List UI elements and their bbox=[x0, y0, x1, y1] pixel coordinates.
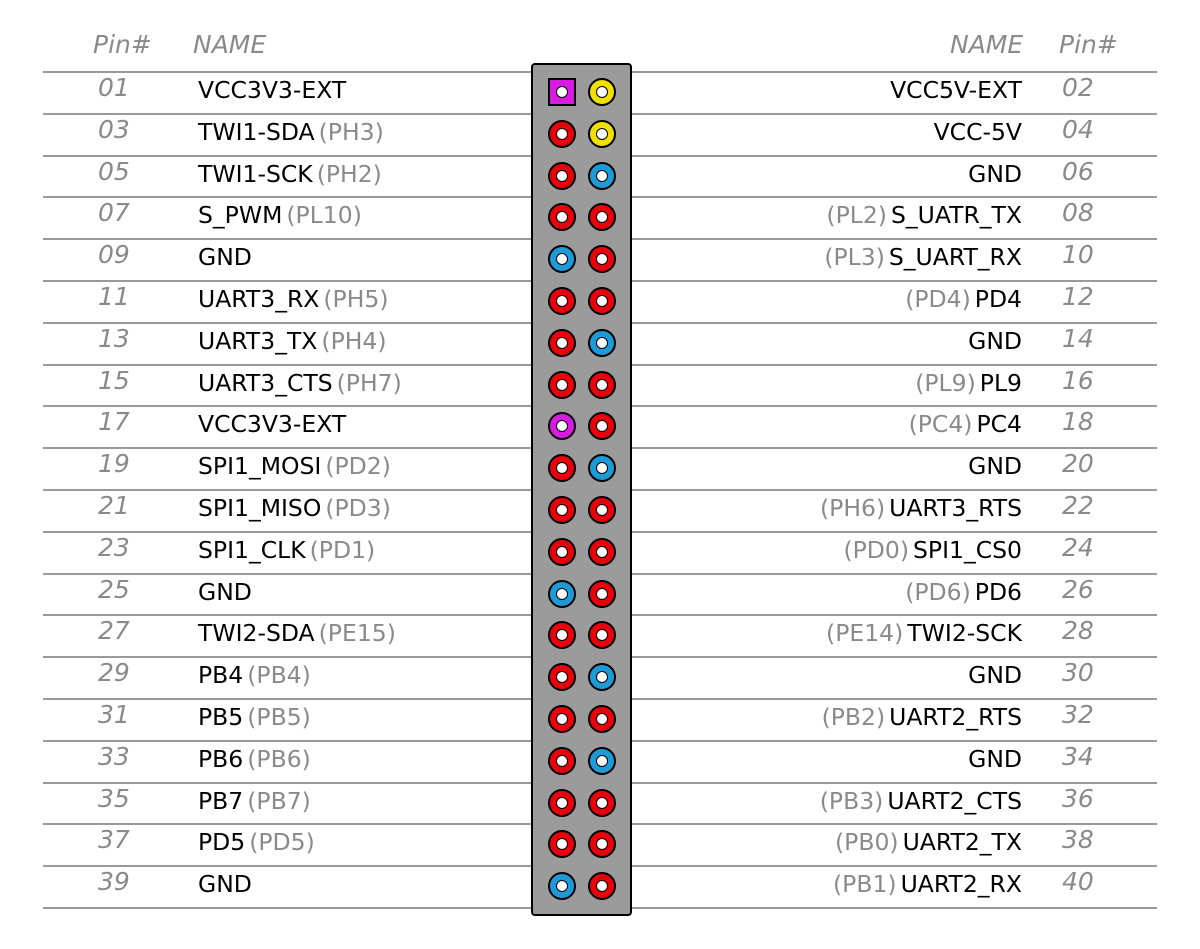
pin-hole bbox=[556, 253, 568, 265]
right-pin-number: 40 bbox=[1062, 867, 1094, 897]
right-gpio-label: (PH6) bbox=[820, 493, 886, 522]
left-gpio-label: (PB5) bbox=[247, 702, 311, 731]
right-pin-label bbox=[886, 76, 1022, 104]
right-gpio-label: (PE14) bbox=[826, 619, 904, 648]
right-pin-name: PL9 bbox=[979, 368, 1022, 397]
left-pin-name: PB4 bbox=[198, 661, 244, 690]
right-pin-name: VCC5V-EXT bbox=[890, 75, 1022, 104]
pin-header-block bbox=[531, 63, 632, 916]
right-pin-name: PC4 bbox=[976, 410, 1022, 439]
left-pin-number: 27 bbox=[98, 616, 130, 646]
left-gpio-label: (PD5) bbox=[249, 828, 315, 857]
pin-hole bbox=[556, 880, 568, 892]
pin-hole bbox=[556, 797, 568, 809]
left-pin-label bbox=[198, 787, 311, 815]
pin-hole bbox=[596, 462, 608, 474]
right-pin-number: 24 bbox=[1062, 532, 1094, 562]
left-pin-number: 15 bbox=[98, 365, 130, 395]
pin-hole bbox=[556, 379, 568, 391]
pin-hole bbox=[556, 420, 568, 432]
right-gpio-label: (PD0) bbox=[843, 535, 909, 564]
left-gpio-label: (PL10) bbox=[286, 201, 362, 230]
right-gpio-label: (PL9) bbox=[915, 368, 976, 397]
left-pin-label bbox=[198, 536, 375, 564]
even-pin-gpio bbox=[588, 580, 616, 608]
right-pin-number: 10 bbox=[1062, 240, 1094, 270]
pin-hole bbox=[596, 797, 608, 809]
right-pin-name: S_UART_RX bbox=[888, 243, 1022, 272]
pin-hole bbox=[556, 86, 568, 98]
left-pin-label bbox=[198, 410, 350, 438]
right-pin-number: 22 bbox=[1062, 490, 1094, 520]
pin-hole bbox=[556, 713, 568, 725]
even-pin-gpio bbox=[588, 538, 616, 566]
pin-hole bbox=[596, 128, 608, 140]
left-pin-name: SPI1_MOSI bbox=[198, 452, 322, 481]
right-pin-label bbox=[964, 327, 1022, 355]
left-pin-name: PB7 bbox=[198, 786, 244, 815]
left-pin-label bbox=[198, 452, 391, 480]
even-pin-gpio bbox=[588, 371, 616, 399]
even-pin-gpio bbox=[588, 830, 616, 858]
right-pin-label bbox=[905, 578, 1022, 606]
left-pin-number: 37 bbox=[98, 825, 130, 855]
pin-hole bbox=[556, 629, 568, 641]
right-pin-label bbox=[833, 870, 1022, 898]
even-pin-gpio bbox=[588, 621, 616, 649]
right-pin-number: 14 bbox=[1062, 323, 1094, 353]
pin-hole bbox=[556, 504, 568, 516]
right-pin-label bbox=[909, 410, 1022, 438]
left-pin-number: 13 bbox=[98, 323, 130, 353]
right-pin-number: 16 bbox=[1062, 365, 1094, 395]
pin-hole bbox=[596, 504, 608, 516]
pin-hole bbox=[596, 713, 608, 725]
left-pin-label bbox=[198, 745, 311, 773]
even-pin-gpio bbox=[588, 287, 616, 315]
left-pin-number: 39 bbox=[98, 867, 130, 897]
odd-pin-gpio bbox=[548, 830, 576, 858]
left-pin-label bbox=[198, 243, 256, 271]
right-pin-name: UART2_CTS bbox=[887, 786, 1022, 815]
left-gpio-label: (PB4) bbox=[247, 661, 311, 690]
left-row-divider bbox=[43, 614, 533, 616]
odd-pin-gpio bbox=[548, 705, 576, 733]
left-pin-name: UART3_RX bbox=[198, 284, 320, 313]
left-pin-number: 33 bbox=[98, 741, 130, 771]
left-gpio-label: (PH5) bbox=[323, 284, 389, 313]
right-pin-name: GND bbox=[968, 326, 1022, 355]
right-gpio-label: (PL3) bbox=[824, 243, 885, 272]
right-pin-number: 30 bbox=[1062, 658, 1094, 688]
right-pin-label bbox=[820, 787, 1022, 815]
right-pin-name: UART2_RX bbox=[900, 870, 1022, 899]
even-pin-gpio bbox=[588, 412, 616, 440]
pin-hole bbox=[556, 838, 568, 850]
right-pin-name: GND bbox=[968, 661, 1022, 690]
right-pin-label bbox=[826, 619, 1022, 647]
left-pin-name: GND bbox=[198, 870, 252, 899]
left-gpio-label: (PH3) bbox=[318, 117, 384, 146]
left-pin-name: GND bbox=[198, 243, 252, 272]
left-pin-name: GND bbox=[198, 577, 252, 606]
left-pin-number: 25 bbox=[98, 574, 130, 604]
even-pin-gpio bbox=[588, 245, 616, 273]
left-pin-number: 35 bbox=[98, 783, 130, 813]
odd-pin-gpio bbox=[548, 621, 576, 649]
right-pin-number: 32 bbox=[1062, 699, 1094, 729]
pin-hole bbox=[556, 295, 568, 307]
right-pin-number: 12 bbox=[1062, 281, 1094, 311]
right-gpio-label: (PB3) bbox=[819, 786, 884, 815]
right-pin-name: GND bbox=[968, 452, 1022, 481]
left-row-divider bbox=[43, 907, 533, 909]
left-pin-label bbox=[198, 76, 350, 104]
right-pin-number: 06 bbox=[1062, 156, 1094, 186]
odd-pin-gpio bbox=[548, 371, 576, 399]
right-pin-label bbox=[964, 745, 1022, 773]
left-pin-name: PB6 bbox=[198, 744, 244, 773]
right-pin-label bbox=[964, 661, 1022, 689]
left-gpio-label: (PH7) bbox=[336, 368, 402, 397]
even-pin-gnd bbox=[588, 454, 616, 482]
pin-hole bbox=[596, 880, 608, 892]
right-gpio-label: (PL2) bbox=[826, 201, 887, 230]
left-row-divider bbox=[43, 405, 533, 407]
pin-hole bbox=[596, 420, 608, 432]
left-pin-name: TWI1-SDA bbox=[198, 117, 315, 146]
left-pin-number: 11 bbox=[98, 281, 130, 311]
right-gpio-label: (PB0) bbox=[835, 828, 899, 857]
even-pin-gpio bbox=[588, 496, 616, 524]
right-pin-number: 28 bbox=[1062, 616, 1094, 646]
left-pin-name: VCC3V3-EXT bbox=[198, 410, 347, 439]
right-pin-number: 20 bbox=[1062, 449, 1094, 479]
right-pin-name: PD6 bbox=[974, 577, 1022, 606]
pin-hole bbox=[556, 211, 568, 223]
pin-hole bbox=[596, 755, 608, 767]
odd-pin-gpio bbox=[548, 203, 576, 231]
left-gpio-label: (PD3) bbox=[325, 493, 391, 522]
odd-pin-gpio bbox=[548, 496, 576, 524]
odd-pin-gpio bbox=[548, 329, 576, 357]
left-pin-label bbox=[198, 828, 315, 856]
left-pin-name: PB5 bbox=[198, 702, 244, 731]
right-pin-name: S_UATR_TX bbox=[890, 201, 1022, 230]
odd-pin-gpio bbox=[548, 789, 576, 817]
even-pin-gnd bbox=[588, 747, 616, 775]
right-pin-number: 04 bbox=[1062, 114, 1094, 144]
even-pin-v5 bbox=[588, 120, 616, 148]
right-pin-name: UART3_RTS bbox=[889, 493, 1022, 522]
left-pin-name: SPI1_MISO bbox=[198, 493, 322, 522]
even-pin-gnd bbox=[588, 162, 616, 190]
right-pin-name: GND bbox=[968, 744, 1022, 773]
even-pin-v5 bbox=[588, 78, 616, 106]
left-pin-name: UART3_TX bbox=[198, 326, 318, 355]
right-gpio-label: (PC4) bbox=[908, 410, 973, 439]
left-pin-name: PD5 bbox=[198, 828, 246, 857]
pin-hole bbox=[556, 337, 568, 349]
odd-pin-gpio bbox=[548, 287, 576, 315]
pin-hole bbox=[596, 671, 608, 683]
right-row-divider bbox=[632, 823, 1157, 825]
right-pin-label bbox=[843, 536, 1022, 564]
pin-hole bbox=[556, 755, 568, 767]
pin-hole bbox=[596, 588, 608, 600]
pin-hole bbox=[596, 253, 608, 265]
right-pin-header: Pin# bbox=[1059, 30, 1118, 59]
odd-pin-gnd bbox=[548, 245, 576, 273]
odd-pin-gpio bbox=[548, 663, 576, 691]
right-gpio-label: (PD4) bbox=[905, 284, 971, 313]
right-row-divider bbox=[632, 907, 1157, 909]
right-row-divider bbox=[632, 405, 1157, 407]
pin-hole bbox=[596, 629, 608, 641]
right-pin-label bbox=[905, 285, 1022, 313]
odd-pin-gpio bbox=[548, 454, 576, 482]
even-pin-gpio bbox=[588, 203, 616, 231]
left-pin-name: SPI1_CLK bbox=[198, 535, 306, 564]
left-pin-label bbox=[198, 578, 256, 606]
odd-pin-gpio bbox=[548, 162, 576, 190]
pin-hole bbox=[556, 588, 568, 600]
even-pin-gnd bbox=[588, 663, 616, 691]
left-pin-label bbox=[198, 661, 311, 689]
odd-pin-gpio bbox=[548, 747, 576, 775]
left-pin-number: 21 bbox=[98, 490, 130, 520]
right-pin-number: 34 bbox=[1062, 741, 1094, 771]
pin-hole bbox=[596, 170, 608, 182]
right-pin-label bbox=[964, 452, 1022, 480]
right-pin-number: 18 bbox=[1062, 407, 1094, 437]
right-pin-label bbox=[930, 118, 1022, 146]
left-pin-label bbox=[198, 619, 396, 647]
left-pin-number: 31 bbox=[98, 699, 130, 729]
right-name-header: NAME bbox=[950, 30, 1024, 59]
even-pin-gpio bbox=[588, 705, 616, 733]
left-pin-label bbox=[198, 160, 382, 188]
left-row-divider bbox=[43, 823, 533, 825]
left-pin-label bbox=[198, 369, 402, 397]
pin-hole bbox=[556, 462, 568, 474]
even-pin-gnd bbox=[588, 329, 616, 357]
odd-pin-v3 bbox=[548, 412, 576, 440]
left-pin-name: TWI2-SDA bbox=[198, 619, 315, 648]
left-pin-number: 17 bbox=[98, 407, 130, 437]
right-pin-name: UART2_RTS bbox=[889, 702, 1022, 731]
left-pin-number: 01 bbox=[98, 72, 130, 102]
right-pin-name: PD4 bbox=[974, 284, 1022, 313]
odd-pin-v3 bbox=[548, 78, 576, 106]
right-pin-label bbox=[822, 703, 1022, 731]
pin-hole bbox=[596, 295, 608, 307]
left-pin-label bbox=[198, 870, 256, 898]
left-gpio-label: (PH2) bbox=[316, 159, 382, 188]
right-pin-label bbox=[820, 494, 1022, 522]
left-gpio-label: (PH4) bbox=[321, 326, 387, 355]
right-pin-name: UART2_TX bbox=[902, 828, 1022, 857]
right-pin-number: 26 bbox=[1062, 574, 1094, 604]
right-pin-number: 38 bbox=[1062, 825, 1094, 855]
left-pin-label bbox=[198, 703, 311, 731]
right-pin-name: TWI2-SCK bbox=[907, 619, 1022, 648]
odd-pin-gnd bbox=[548, 580, 576, 608]
pin-hole bbox=[556, 170, 568, 182]
left-gpio-label: (PD2) bbox=[325, 452, 391, 481]
left-pin-number: 29 bbox=[98, 658, 130, 688]
right-row-divider bbox=[632, 614, 1157, 616]
right-pin-number: 08 bbox=[1062, 198, 1094, 228]
right-gpio-label: (PB2) bbox=[821, 702, 886, 731]
left-pin-name: VCC3V3-EXT bbox=[198, 75, 347, 104]
left-pin-number: 05 bbox=[98, 156, 130, 186]
left-pin-name: UART3_CTS bbox=[198, 368, 333, 397]
odd-pin-gpio bbox=[548, 538, 576, 566]
left-pin-number: 19 bbox=[98, 449, 130, 479]
right-pin-number: 02 bbox=[1062, 72, 1094, 102]
right-pin-number: 36 bbox=[1062, 783, 1094, 813]
right-gpio-label: (PB1) bbox=[833, 870, 897, 899]
left-pin-name: TWI1-SCK bbox=[198, 159, 313, 188]
left-pin-label bbox=[198, 201, 362, 229]
pin-hole bbox=[596, 838, 608, 850]
left-gpio-label: (PD1) bbox=[309, 535, 376, 564]
left-pin-number: 23 bbox=[98, 532, 130, 562]
right-gpio-label: (PD6) bbox=[905, 577, 971, 606]
right-pin-label bbox=[824, 243, 1022, 271]
left-gpio-label: (PB6) bbox=[247, 744, 311, 773]
left-pin-label bbox=[198, 494, 391, 522]
pin-hole bbox=[556, 128, 568, 140]
right-pin-name: GND bbox=[968, 159, 1022, 188]
pin-hole bbox=[596, 211, 608, 223]
left-pin-label bbox=[198, 285, 389, 313]
pin-hole bbox=[556, 671, 568, 683]
left-pin-label bbox=[198, 327, 387, 355]
odd-pin-gpio bbox=[548, 120, 576, 148]
pin-hole bbox=[556, 546, 568, 558]
right-pin-name: SPI1_CS0 bbox=[913, 535, 1022, 564]
left-pin-number: 09 bbox=[98, 240, 130, 270]
left-pin-number: 03 bbox=[98, 114, 130, 144]
pin-hole bbox=[596, 379, 608, 391]
right-pin-label bbox=[826, 201, 1022, 229]
left-pin-header: Pin# bbox=[93, 30, 152, 59]
even-pin-gpio bbox=[588, 872, 616, 900]
left-name-header: NAME bbox=[193, 30, 267, 59]
odd-pin-gnd bbox=[548, 872, 576, 900]
pin-hole bbox=[596, 86, 608, 98]
right-pin-label bbox=[964, 160, 1022, 188]
left-gpio-label: (PB7) bbox=[247, 786, 311, 815]
left-pin-number: 07 bbox=[98, 198, 130, 228]
right-pin-name: VCC-5V bbox=[933, 117, 1022, 146]
even-pin-gpio bbox=[588, 789, 616, 817]
right-row-divider bbox=[632, 196, 1157, 198]
left-row-divider bbox=[43, 196, 533, 198]
right-pin-label bbox=[915, 369, 1022, 397]
left-pin-name: S_PWM bbox=[198, 201, 283, 230]
left-gpio-label: (PE15) bbox=[318, 619, 396, 648]
right-pin-label bbox=[835, 828, 1022, 856]
left-pin-label bbox=[198, 118, 384, 146]
pin-hole bbox=[596, 546, 608, 558]
pin-hole bbox=[596, 337, 608, 349]
